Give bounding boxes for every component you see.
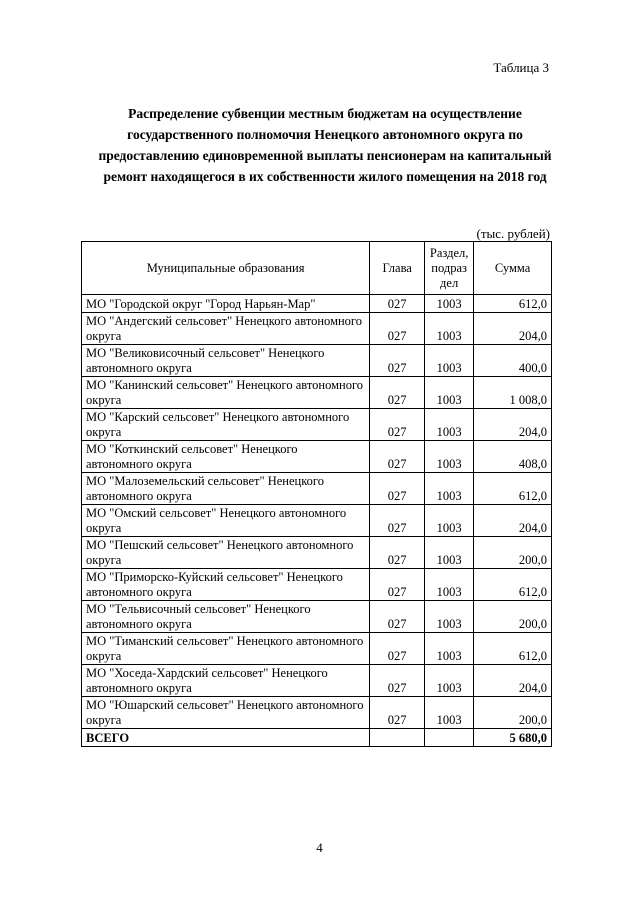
column-header-name: Муниципальные образования	[82, 242, 370, 295]
table-row	[82, 473, 552, 505]
row-chapter: 027	[370, 697, 425, 729]
row-sum: 408,0	[474, 441, 552, 473]
row-name: МО "Пешский сельсовет" Ненецкого автономного округа	[82, 537, 370, 569]
row-name: МО "Юшарский сельсовет" Ненецкого автономного округа	[82, 697, 370, 729]
row-chapter: 027	[370, 665, 425, 697]
row-name: МО "Тиманский сельсовет" Ненецкого автономного округа	[82, 633, 370, 665]
row-sum: 612,0	[474, 569, 552, 601]
row-chapter: 027	[370, 313, 425, 345]
subvention-table	[81, 241, 552, 747]
row-section: 1003	[425, 345, 474, 377]
row-section: 1003	[425, 473, 474, 505]
document-title: Распределение субвенции местным бюджетам на осуществление государственного полномочия Ненецкого автономного округа по предоставлению единовременной выплаты пенсионерам на капитальный ремонт находящегося в их собственности жилого помещения на 2018 год	[98, 106, 552, 184]
row-section: 1003	[425, 505, 474, 537]
table-row	[82, 665, 552, 697]
row-sum: 400,0	[474, 345, 552, 377]
row-sum: 204,0	[474, 409, 552, 441]
row-sum: 200,0	[474, 697, 552, 729]
row-section: 1003	[425, 295, 474, 313]
table-row	[82, 569, 552, 601]
row-name: МО "Тельвисочный сельсовет" Ненецкого автономного округа	[82, 601, 370, 633]
total-row	[82, 729, 552, 747]
row-sum: 1 008,0	[474, 377, 552, 409]
unit-note: (тыс. рублей)	[476, 226, 550, 241]
row-name: МО "Городской округ "Город Нарьян-Мар"	[82, 295, 370, 313]
row-section: 1003	[425, 537, 474, 569]
row-sum: 204,0	[474, 505, 552, 537]
row-name: МО "Малоземельский сельсовет" Ненецкого автономного округа	[82, 473, 370, 505]
row-name: МО "Приморско-Куйский сельсовет" Ненецкого автономного округа	[82, 569, 370, 601]
row-section: 1003	[425, 697, 474, 729]
total-chapter-empty	[370, 729, 425, 747]
table-row	[82, 441, 552, 473]
row-section: 1003	[425, 633, 474, 665]
column-header-sum: Сумма	[474, 242, 552, 295]
table-row	[82, 537, 552, 569]
row-name: МО "Канинский сельсовет" Ненецкого автономного округа	[82, 377, 370, 409]
total-label: ВСЕГО	[82, 729, 370, 747]
table-header-row	[82, 242, 552, 295]
row-chapter: 027	[370, 537, 425, 569]
table-row	[82, 697, 552, 729]
row-section: 1003	[425, 441, 474, 473]
row-sum: 200,0	[474, 601, 552, 633]
table-row	[82, 633, 552, 665]
row-chapter: 027	[370, 409, 425, 441]
column-header-section: Раздел, подраз дел	[425, 242, 474, 295]
row-chapter: 027	[370, 295, 425, 313]
row-name: МО "Омский сельсовет" Ненецкого автономного округа	[82, 505, 370, 537]
row-section: 1003	[425, 665, 474, 697]
row-sum: 204,0	[474, 313, 552, 345]
table-row	[82, 313, 552, 345]
table-row	[82, 601, 552, 633]
row-chapter: 027	[370, 441, 425, 473]
row-chapter: 027	[370, 345, 425, 377]
row-name: МО "Хоседа-Хардский сельсовет" Ненецкого автономного округа	[82, 665, 370, 697]
page-number: 4	[316, 840, 323, 855]
row-chapter: 027	[370, 473, 425, 505]
table-row	[82, 345, 552, 377]
row-section: 1003	[425, 569, 474, 601]
table-row	[82, 295, 552, 313]
table-body	[82, 295, 552, 747]
column-header-chapter: Глава	[370, 242, 425, 295]
row-chapter: 027	[370, 377, 425, 409]
row-sum: 612,0	[474, 473, 552, 505]
row-name: МО "Великовисочный сельсовет" Ненецкого автономного округа	[82, 345, 370, 377]
row-sum: 612,0	[474, 633, 552, 665]
row-section: 1003	[425, 377, 474, 409]
row-name: МО "Карский сельсовет" Ненецкого автономного округа	[82, 409, 370, 441]
row-section: 1003	[425, 313, 474, 345]
row-chapter: 027	[370, 505, 425, 537]
row-section: 1003	[425, 409, 474, 441]
table-label: Таблица 3	[493, 60, 549, 75]
total-section-empty	[425, 729, 474, 747]
table-row	[82, 409, 552, 441]
row-chapter: 027	[370, 601, 425, 633]
row-chapter: 027	[370, 569, 425, 601]
row-sum: 612,0	[474, 295, 552, 313]
table-row	[82, 377, 552, 409]
row-name: МО "Андегский сельсовет" Ненецкого автономного округа	[82, 313, 370, 345]
row-section: 1003	[425, 601, 474, 633]
table-row	[82, 505, 552, 537]
row-chapter: 027	[370, 633, 425, 665]
row-name: МО "Коткинский сельсовет" Ненецкого автономного округа	[82, 441, 370, 473]
total-sum: 5 680,0	[474, 729, 552, 747]
row-sum: 200,0	[474, 537, 552, 569]
row-sum: 204,0	[474, 665, 552, 697]
